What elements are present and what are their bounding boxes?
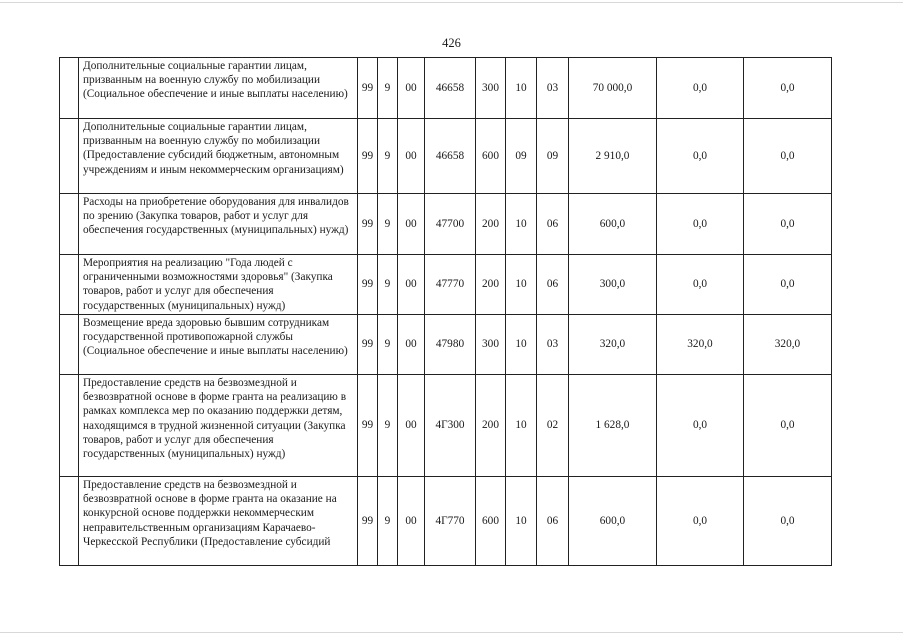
section-code-cell: 10 [506, 315, 537, 375]
amount-year-3-cell: 0,0 [744, 58, 832, 119]
direction-code-cell: 4Г300 [425, 375, 476, 477]
program-code-cell: 99 [358, 315, 378, 375]
subprogram-code-cell: 9 [378, 255, 398, 315]
amount-year-2-cell: 0,0 [657, 58, 744, 119]
amount-year-1-cell: 600,0 [569, 194, 657, 255]
main-event-code-cell: 00 [398, 194, 425, 255]
index-cell [60, 58, 79, 119]
section-code-cell: 10 [506, 477, 537, 566]
section-code-cell: 10 [506, 194, 537, 255]
program-code-cell: 99 [358, 194, 378, 255]
expense-name-cell: Предоставление средств на безвозмездной и безвозвратной основе в форме гранта на оказание на конкурсной основе поддержки некоммерческим неправительственным организациям Карачаево-Черкесской Республики (Предоставление субсидий [79, 477, 358, 566]
amount-year-2-cell: 320,0 [657, 315, 744, 375]
section-code-cell: 10 [506, 255, 537, 315]
program-code-cell: 99 [358, 477, 378, 566]
amount-year-3-cell: 0,0 [744, 119, 832, 194]
subsection-code-cell: 06 [537, 255, 569, 315]
section-code-cell: 10 [506, 58, 537, 119]
subprogram-code-cell: 9 [378, 375, 398, 477]
program-code-cell: 99 [358, 375, 378, 477]
section-code-cell: 09 [506, 119, 537, 194]
amount-year-3-cell: 0,0 [744, 255, 832, 315]
section-code-cell: 10 [506, 375, 537, 477]
scan-edge-bottom [0, 632, 903, 633]
expense-type-cell: 600 [476, 477, 506, 566]
program-code-cell: 99 [358, 255, 378, 315]
scan-edge-top [0, 2, 903, 3]
direction-code-cell: 4Г770 [425, 477, 476, 566]
table-row [60, 194, 832, 255]
expense-type-cell: 200 [476, 194, 506, 255]
amount-year-1-cell: 600,0 [569, 477, 657, 566]
amount-year-2-cell: 0,0 [657, 194, 744, 255]
index-cell [60, 194, 79, 255]
index-cell [60, 255, 79, 315]
amount-year-1-cell: 1 628,0 [569, 375, 657, 477]
amount-year-2-cell: 0,0 [657, 375, 744, 477]
amount-year-1-cell: 300,0 [569, 255, 657, 315]
index-cell [60, 119, 79, 194]
main-event-code-cell: 00 [398, 58, 425, 119]
subprogram-code-cell: 9 [378, 315, 398, 375]
amount-year-1-cell: 2 910,0 [569, 119, 657, 194]
main-event-code-cell: 00 [398, 477, 425, 566]
expense-name-cell: Возмещение вреда здоровью бывшим сотрудникам государственной противопожарной службы (Социальное обеспечение и иные выплаты населению) [79, 315, 358, 375]
budget-table [59, 57, 832, 566]
subprogram-code-cell: 9 [378, 477, 398, 566]
main-event-code-cell: 00 [398, 315, 425, 375]
main-event-code-cell: 00 [398, 255, 425, 315]
amount-year-3-cell: 0,0 [744, 375, 832, 477]
subsection-code-cell: 03 [537, 315, 569, 375]
subprogram-code-cell: 9 [378, 119, 398, 194]
direction-code-cell: 47770 [425, 255, 476, 315]
program-code-cell: 99 [358, 119, 378, 194]
page-number: 426 [442, 36, 461, 50]
table-row [60, 255, 832, 315]
expense-type-cell: 200 [476, 255, 506, 315]
subprogram-code-cell: 9 [378, 58, 398, 119]
amount-year-2-cell: 0,0 [657, 119, 744, 194]
index-cell [60, 375, 79, 477]
expense-type-cell: 600 [476, 119, 506, 194]
subprogram-code-cell: 9 [378, 194, 398, 255]
amount-year-1-cell: 70 000,0 [569, 58, 657, 119]
subsection-code-cell: 02 [537, 375, 569, 477]
amount-year-2-cell: 0,0 [657, 255, 744, 315]
amount-year-3-cell: 0,0 [744, 194, 832, 255]
table-row [60, 119, 832, 194]
program-code-cell: 99 [358, 58, 378, 119]
direction-code-cell: 46658 [425, 119, 476, 194]
expense-name-cell: Расходы на приобретение оборудования для инвалидов по зрению (Закупка товаров, работ и услуг для обеспечения государственных (муниципальных) нужд) [79, 194, 358, 255]
expense-name-cell: Дополнительные социальные гарантии лицам, призванным на военную службу по мобилизации (Предоставление субсидий бюджетным, автономным учреждениям и иным некоммерческим организациям) [79, 119, 358, 194]
amount-year-1-cell: 320,0 [569, 315, 657, 375]
table-row [60, 477, 832, 566]
expense-name-cell: Мероприятия на реализацию "Года людей с ограниченными возможностями здоровья" (Закупка товаров, работ и услуг для обеспечения государственных (муниципальных) нужд) [79, 255, 358, 315]
direction-code-cell: 47700 [425, 194, 476, 255]
subsection-code-cell: 06 [537, 194, 569, 255]
direction-code-cell: 47980 [425, 315, 476, 375]
expense-type-cell: 200 [476, 375, 506, 477]
subsection-code-cell: 09 [537, 119, 569, 194]
expense-name-cell: Дополнительные социальные гарантии лицам, призванным на военную службу по мобилизации (Социальное обеспечение и иные выплаты населению) [79, 58, 358, 119]
table-row [60, 375, 832, 477]
main-event-code-cell: 00 [398, 375, 425, 477]
table-row [60, 58, 832, 119]
direction-code-cell: 46658 [425, 58, 476, 119]
subsection-code-cell: 06 [537, 477, 569, 566]
main-event-code-cell: 00 [398, 119, 425, 194]
expense-type-cell: 300 [476, 315, 506, 375]
amount-year-3-cell: 320,0 [744, 315, 832, 375]
subsection-code-cell: 03 [537, 58, 569, 119]
index-cell [60, 315, 79, 375]
amount-year-3-cell: 0,0 [744, 477, 832, 566]
expense-type-cell: 300 [476, 58, 506, 119]
index-cell [60, 477, 79, 566]
expense-name-cell: Предоставление средств на безвозмездной и безвозвратной основе в форме гранта на реализацию в рамках комплекса мер по оказанию поддержки детям, находящимся в трудной жизненной ситуации (Закупка товаров, работ и услуг для обеспечения государственных (муниципальных) нужд) [79, 375, 358, 477]
table-row [60, 315, 832, 375]
amount-year-2-cell: 0,0 [657, 477, 744, 566]
